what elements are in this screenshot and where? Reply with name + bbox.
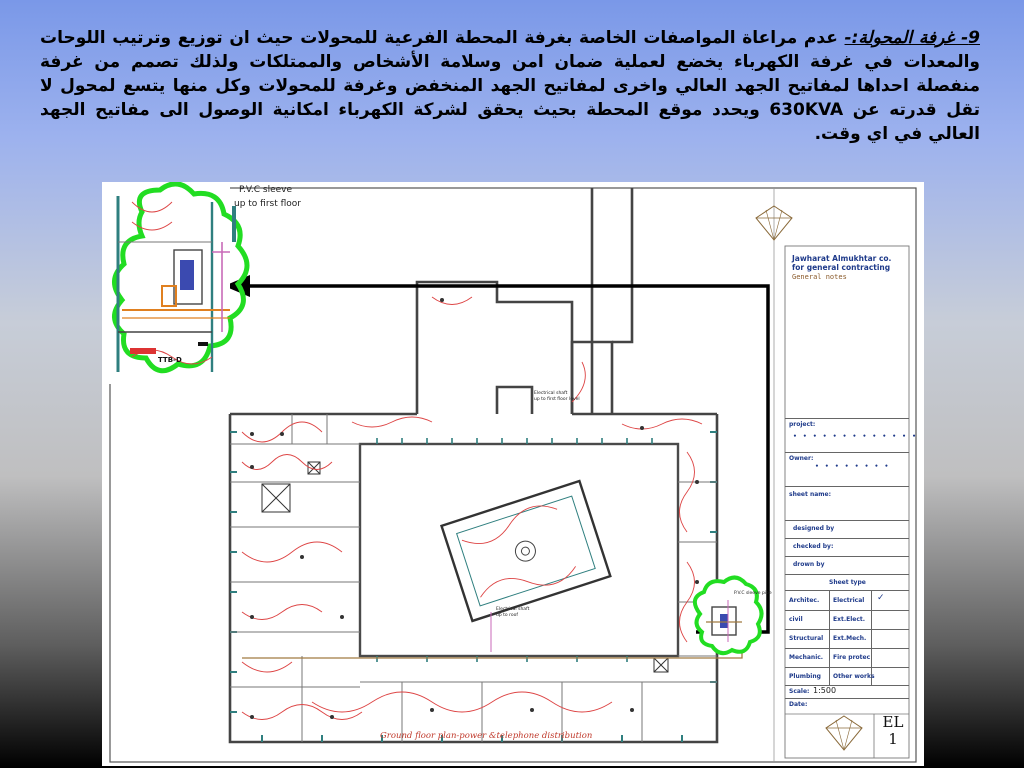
drawing-caption: Ground floor plan-power &telephone distribution bbox=[380, 731, 593, 741]
company-line-2: for general contracting bbox=[792, 263, 891, 272]
type-fire-protec: Fire protec bbox=[833, 654, 871, 661]
type-plumbing: Plumbing bbox=[789, 673, 821, 680]
owner-value-dots: • • • • • • • • bbox=[815, 463, 891, 470]
designed-by-label: designed by bbox=[793, 525, 835, 532]
sheet-number bbox=[878, 714, 908, 748]
sheet-type-label: Sheet type bbox=[829, 579, 866, 586]
project-label: project: bbox=[789, 421, 816, 428]
paragraph-heading: 9- غرفة المحولة:- bbox=[844, 28, 980, 48]
paragraph-tail: ويحدد موقع المحطة بحيث يحقق لشركة الكهرباء امكانية الوصول الى مفاتيح الجهد العالي في اي وقت. bbox=[40, 100, 980, 144]
central-pavilion bbox=[442, 481, 611, 621]
check-mark-icon: ✓ bbox=[877, 593, 885, 603]
building-walls bbox=[230, 188, 717, 742]
shaft-note-center-2: up to roof bbox=[496, 613, 518, 618]
project-row bbox=[785, 418, 918, 440]
type-mechanic: Mechanic. bbox=[789, 654, 824, 661]
owner-label: Owner: bbox=[789, 455, 814, 462]
project-value-dots: • • • • • • • • • • • • • bbox=[793, 433, 918, 440]
sheet-number-code: EL bbox=[882, 713, 904, 731]
drawn-by-label: drown by bbox=[793, 561, 825, 568]
checked-by-label: checked by: bbox=[793, 543, 834, 550]
sheet-number-index: 1 bbox=[888, 730, 898, 748]
type-ext-mech: Ext.Mech. bbox=[833, 635, 867, 642]
type-other-works: Other works bbox=[833, 673, 875, 680]
kva-value: 630KVA bbox=[769, 100, 844, 120]
pvc-sleeve-label: P.V.C sleeve bbox=[239, 185, 293, 195]
type-ext-elect: Ext.Elect. bbox=[833, 616, 866, 623]
type-electrical: Electrical bbox=[833, 597, 865, 604]
courtyard-ticks bbox=[377, 438, 652, 662]
type-architec: Architec. bbox=[789, 597, 820, 604]
sheet-name-label: sheet name: bbox=[789, 491, 831, 498]
shaft-note-top: Electrical shaft bbox=[534, 391, 568, 396]
pvc-sleeve-label-2: up to first floor bbox=[234, 199, 302, 209]
paragraph-body: عدم مراعاة المواصفات الخاصة بغرفة المحطة الفرعية للمحولات حيث ان توزيع وترتيب اللوحات والمعدات في غرفة الكهرباء يخضع لعملية ضمان امن وسلامة الأشخاص والممتلكات ولذلك تصمم من غرفة منفصلة احداها لمفاتيح الجهد العالي واخرى لمفاتيح الجهد المنخفض وغرفة للمحولات وكل منها يتسع لمحول لا تقل قدرته عن bbox=[40, 28, 980, 120]
drawn-by-row bbox=[785, 556, 909, 568]
courtyard-wall bbox=[360, 444, 678, 656]
designed-by-row bbox=[785, 520, 909, 532]
general-notes-label: General notes bbox=[792, 273, 847, 281]
type-civil: civil bbox=[789, 616, 803, 623]
scale-value: 1:500 bbox=[813, 686, 837, 695]
company-line-1: Jawharat Almukhtar co. bbox=[792, 254, 892, 263]
scale-label: Scale: bbox=[789, 688, 810, 695]
arabic-paragraph bbox=[40, 26, 980, 146]
pvc-note-small: P.V.C sleeve pipe bbox=[734, 591, 772, 596]
shaft-note-center: Electrical shaft bbox=[496, 607, 530, 612]
floor-plan-drawing bbox=[102, 182, 924, 766]
company-name bbox=[792, 254, 908, 281]
shaft-note-top-2: up to first floor level bbox=[534, 397, 580, 402]
sheet-type-row bbox=[785, 574, 909, 586]
sheet-type-grid bbox=[785, 590, 909, 686]
date-label: Date: bbox=[789, 701, 808, 708]
date-row bbox=[785, 698, 909, 708]
callout-arrow bbox=[242, 286, 768, 632]
type-structural: Structural bbox=[789, 635, 824, 642]
checked-by-row bbox=[785, 538, 909, 550]
owner-row bbox=[785, 452, 909, 470]
diamond-logo-bottom bbox=[826, 716, 862, 750]
ttb-label: TTB-D bbox=[158, 356, 182, 364]
sheet-name-row bbox=[785, 486, 909, 498]
